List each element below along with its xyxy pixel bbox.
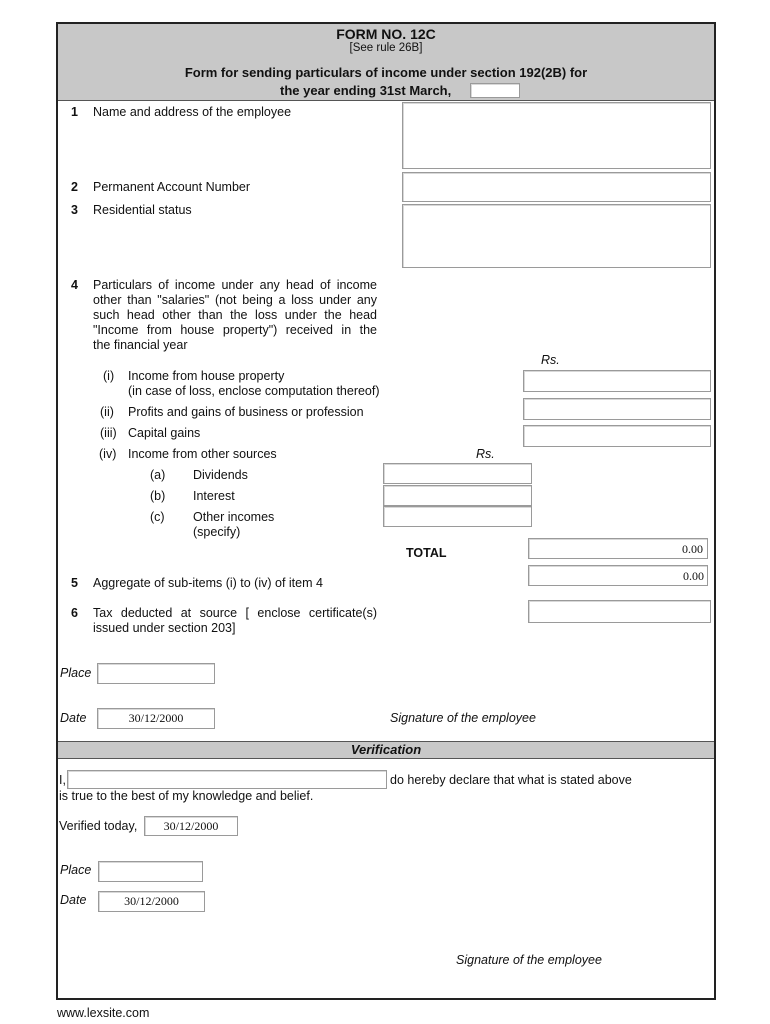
verified-date-field[interactable]: 30/12/2000 [144,816,238,836]
interest-field[interactable] [383,485,532,506]
date-field[interactable]: 30/12/2000 [97,708,215,729]
verification-place-label: Place [60,863,92,877]
form-title-line2: the year ending 31st March, [280,83,452,98]
item-number-4: 4 [71,278,78,292]
capital-gains-label: Capital gains [128,426,201,440]
item4-line5: the financial year [93,338,188,352]
capital-gains-field[interactable] [523,425,711,447]
year-input[interactable] [470,83,520,98]
declarant-prefix: I, [59,773,66,787]
residential-status-label: Residential status [93,203,192,217]
employee-name-address-field[interactable] [402,102,711,169]
site-url[interactable]: www.lexsite.com [57,1006,150,1020]
other-num-b: (b) [150,489,166,503]
house-property-label: Income from house property [128,369,285,383]
verification-date-field[interactable]: 30/12/2000 [98,891,205,912]
verification-place-field[interactable] [98,861,203,882]
item-number-2: 2 [71,180,78,194]
rule-reference: [See rule 26B] [349,42,423,54]
item-number-1: 1 [71,105,78,119]
business-profession-label: Profits and gains of business or profession [128,405,364,419]
aggregate-label: Aggregate of sub-items (i) to (iv) of item 4 [93,576,323,590]
residential-status-field[interactable] [402,204,711,268]
aggregate-value[interactable] [528,565,708,586]
sub-number-iii: (iii) [100,426,117,440]
item4-line1: Particulars of income under any head of income [93,278,377,292]
signature-label: Signature of the employee [390,711,536,725]
tds-label-line1: Tax deducted at source [ enclose certificate(s) [93,606,377,620]
verification-signature-label: Signature of the employee [456,953,602,967]
other-num-a: (a) [150,468,166,482]
other-incomes-label: Other incomes [193,510,275,524]
total-value-text: 0.00 [682,542,703,556]
date-label: Date [60,711,87,725]
place-label: Place [60,666,92,680]
sub-number-ii: (ii) [100,405,114,419]
interest-label: Interest [193,489,235,503]
place-field[interactable] [97,663,215,684]
employee-name-label: Name and address of the employee [93,105,292,119]
item4-line4: "Income from house property") received in the [93,323,377,337]
declarant-name-field[interactable] [67,770,387,789]
other-num-c: (c) [150,510,165,524]
pan-label: Permanent Account Number [93,180,251,194]
pan-field[interactable] [402,172,711,202]
verification-title: Verification [350,742,422,757]
tds-field[interactable] [528,600,711,623]
dividends-label: Dividends [193,468,248,482]
total-label: TOTAL [406,546,447,560]
sub-number-iv: (iv) [99,447,117,461]
house-property-field[interactable] [523,370,711,392]
other-sources-label: Income from other sources [128,447,277,461]
sub-number-i: (i) [103,369,115,383]
rs-label-middle: Rs. [476,447,495,461]
aggregate-value-text: 0.00 [683,569,704,583]
other-incomes-field[interactable] [383,506,532,527]
business-profession-field[interactable] [523,398,711,420]
item4-line3: such head other than the loss under the head [93,308,377,322]
declare-line2: is true to the best of my knowledge and belief. [59,789,314,803]
form-number: FORM NO. 12C [336,26,436,42]
item4-line2: other than "salaries" (not being a loss under any [93,293,377,307]
item-number-5: 5 [71,576,78,590]
total-value[interactable] [528,538,708,559]
dividends-field[interactable] [383,463,532,484]
item-number-3: 3 [71,203,78,217]
other-incomes-specify: (specify) [193,525,241,539]
item-number-6: 6 [71,606,78,620]
tds-label-line2: issued under section 203] [93,621,236,635]
house-property-note: (in case of loss, enclose computation thereof) [128,384,380,398]
verification-date-label: Date [60,893,87,907]
form-title-line1: Form for sending particulars of income under section 192(2B) for [184,65,588,80]
declare-text: do hereby declare that what is stated above [390,773,632,787]
verified-today-label: Verified today, [59,819,138,833]
rs-label-right: Rs. [541,353,560,367]
